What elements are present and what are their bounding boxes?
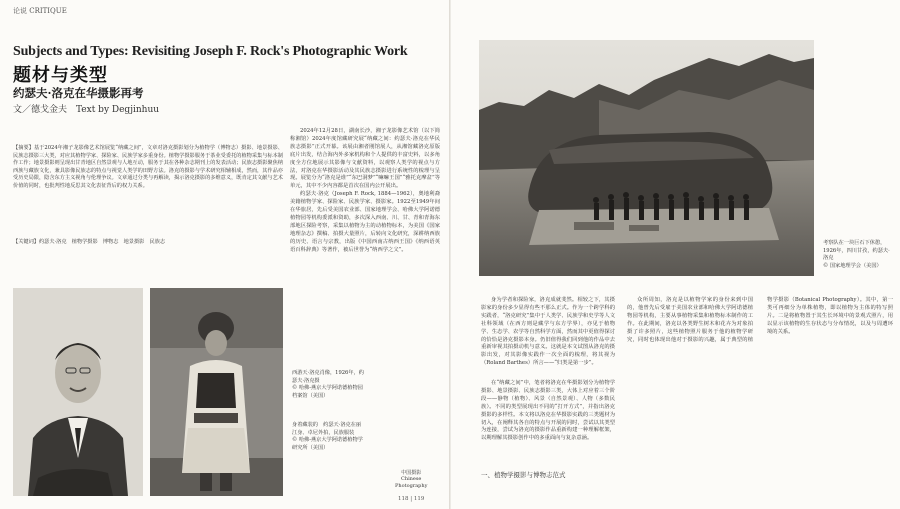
portrait-photo bbox=[13, 288, 143, 496]
page-numbers: 118 | 119 bbox=[398, 496, 425, 502]
body-paragraph: 众所周知，洛克是以植物学家的身份来到中国的，他曾先后受雇于美国农业部和哈佛大学阿诺德植物园等机构，主要从事植物采集和植物标本制作的工作。在此期间，洛克以各类野生树木和花卉为对象拍摄了许多照片，这些植物照片服务于他的植物学研究，同时也体现出他对于摄影的兴趣，属于典型的植物学摄影（Botanical Photography）。其中，第一类可再细分为单株植物，即以植物为主体的特写照片。二是将植物置于其生长环境中的景观式照片，用以显示该植物的生存状态与分布情况，以及与周遭环境的关系。 bbox=[627, 297, 893, 343]
chinese-title: 题材与类型 bbox=[13, 65, 108, 86]
keywords: 【关键词】约瑟夫·洛克 植物学摄影 博物志 地景摄影 民族志 bbox=[13, 239, 166, 245]
chinese-subtitle: 约瑟夫·洛克在华摄影再考 bbox=[13, 86, 144, 100]
costume-caption: 身着藏装的 约瑟天·洛克在丽江身、卓尼外拍，民族服装 © 哈佛-燕京大学阿诺德植物学研究所（美国） bbox=[292, 422, 363, 451]
intro-paragraph: 2024年12月28日，湖南长沙，湘子龙影像艺术馆（以下简称湘馆）2024年度馆藏研究展“纳藏之间：约瑟夫·洛克在华民族志摄影”正式开幕。该展由湘者刚馆展人，从湘馆藏洛克原版底片出发，结合海内外多家机构和个人提供的丰富史料，以多角度全方位地展示其影像与文献资料，以观察人类学的视点与方法，对洛克在华摄影活动及其民族志摄影进行系统性的梳理与呈现。展览分为“洛克是谁”“东巴洞梦”“嘛嘛王国”“雅托克摩盆”等单元，其中不少内容都是首次在国内公开展出。 bbox=[290, 128, 440, 190]
costume-illustration bbox=[150, 288, 283, 496]
body-paragraph: 在“纳藏之间”中，笔者将洛克在华摄影划分为植物学摄影、地景摄影、民族志摄影三类，大体上对应着三个阶段——静物（植物）、风景（自然景观）、人物（多数民族）。不同的类型展现出不同的“打开方式”，并指出洛克摄影的多样性。本文将以洛克在华摄影实践的三类题材为切入，在阐释其各自的特点与开展的同时，尝试以其类型为连接，尝试为洛克的摄影作品重新构建一种理解框架，以期理解其摄影创作中的多重面向与复杂意涵。 bbox=[481, 380, 615, 442]
intro-paragraph: 约瑟夫·洛克（Joseph F. Rock, 1884—1962），奥地利裔美籍植物学家、探险家、民族学家、摄影家。1922至1949年间在华旅居，先后受美国农业部、国家地理学会、哈佛大学阿诺德植物园等机构委派和资助，多次深入西南、川、甘、青和青海东部地区探险考察，采集以植物为主的动植物标本，为美国《国家地理杂志》撰稿、拍摄大量照片，后转向文化研究，深耕纳西族的历史、语言与宗教，出版《中国西南古纳西王国》《纳西语英语百科辞典》等著作，被后世誉为“纳西学之父”。 bbox=[290, 191, 440, 253]
author-line: 文／德戈金夫 Text by Degjinhuu bbox=[13, 105, 160, 115]
body-column-2 bbox=[481, 380, 615, 443]
magazine-label: 中国摄影 Chinese Photography bbox=[395, 470, 428, 489]
body-column-3 bbox=[627, 297, 893, 344]
left-page bbox=[0, 0, 449, 509]
intro-column bbox=[290, 128, 440, 255]
group-photo-caption: 考察队在一块巨石下休憩，1926年，四川甘孜，约瑟夫·洛克 © 国家地理学会（美国） bbox=[823, 240, 890, 269]
body-column-1 bbox=[481, 297, 615, 368]
english-title: Subjects and Types: Revisiting Joseph F. Rock's Photographic Work bbox=[13, 44, 408, 59]
expedition-group-photo bbox=[479, 40, 814, 276]
expedition-illustration bbox=[479, 40, 814, 276]
portrait-illustration bbox=[13, 288, 143, 496]
costume-photo bbox=[150, 288, 283, 496]
right-page bbox=[451, 0, 900, 509]
body-paragraph: 身为学者和探险家，洛克成就斐然。相较之下，其摄影家的身份多少显得有些不那么正式。作为一个跨学科的实践者，“洛克研究”集中于人类学、民族学和史学等人文社科领域（在西方则是藏学与东方学界），亦见于植物学、生态学、农学等自然科学方面，然而其中更值得探讨的恰恰是洛克摄影本身。仍旧值得我们回到他的作品中去重新审视其拍摄动机与意义。这就是本文试图从洛克的摄影出发，对其影像实践作一次全面的梳理，将其视为（Roland Barthes）所言——“归类是第一步”。 bbox=[481, 297, 615, 367]
abstract: 【摘要】基于2024年湘子龙影像艺术馆展览“纳藏之间”，文章对洛克摄影划分为植物学（博物志）摄影、地景摄影、民族志摄影三大类，对应其植物学家、探险家、民族学家多重身份。植物学摄影服务于茶业受委托的植物采集与标本制作工作；地景摄影则呈现出甘青地区自然景观与人地互动，服务于其在各种杂志期刊上的发表活动；民族志摄影聚焦纳西族与藏族文化，兼具影像民族志的特点与视觉人类学的田野方法。洛克的摄影与学术研究相辅相成，然而，其作品亦受历史局限，隐含东方主义视角与伦理争议。文章通过分类与再解读，揭示洛克摄影的多维意义，既肯定其文献与艺术价值的同时，也批判性地反思其文化表征背后的权力关系。 bbox=[13, 145, 283, 189]
section-subhead: 一、植物学摄影与博物志范式 bbox=[481, 471, 566, 479]
portrait-caption: 西游天·洛克肖像，1926年，约瑟夫·洛克摄 © 哈佛-燕京大学阿诺德植物园档案馆（美国） bbox=[292, 370, 364, 399]
section-header: 论说 CRITIQUE bbox=[13, 7, 67, 15]
